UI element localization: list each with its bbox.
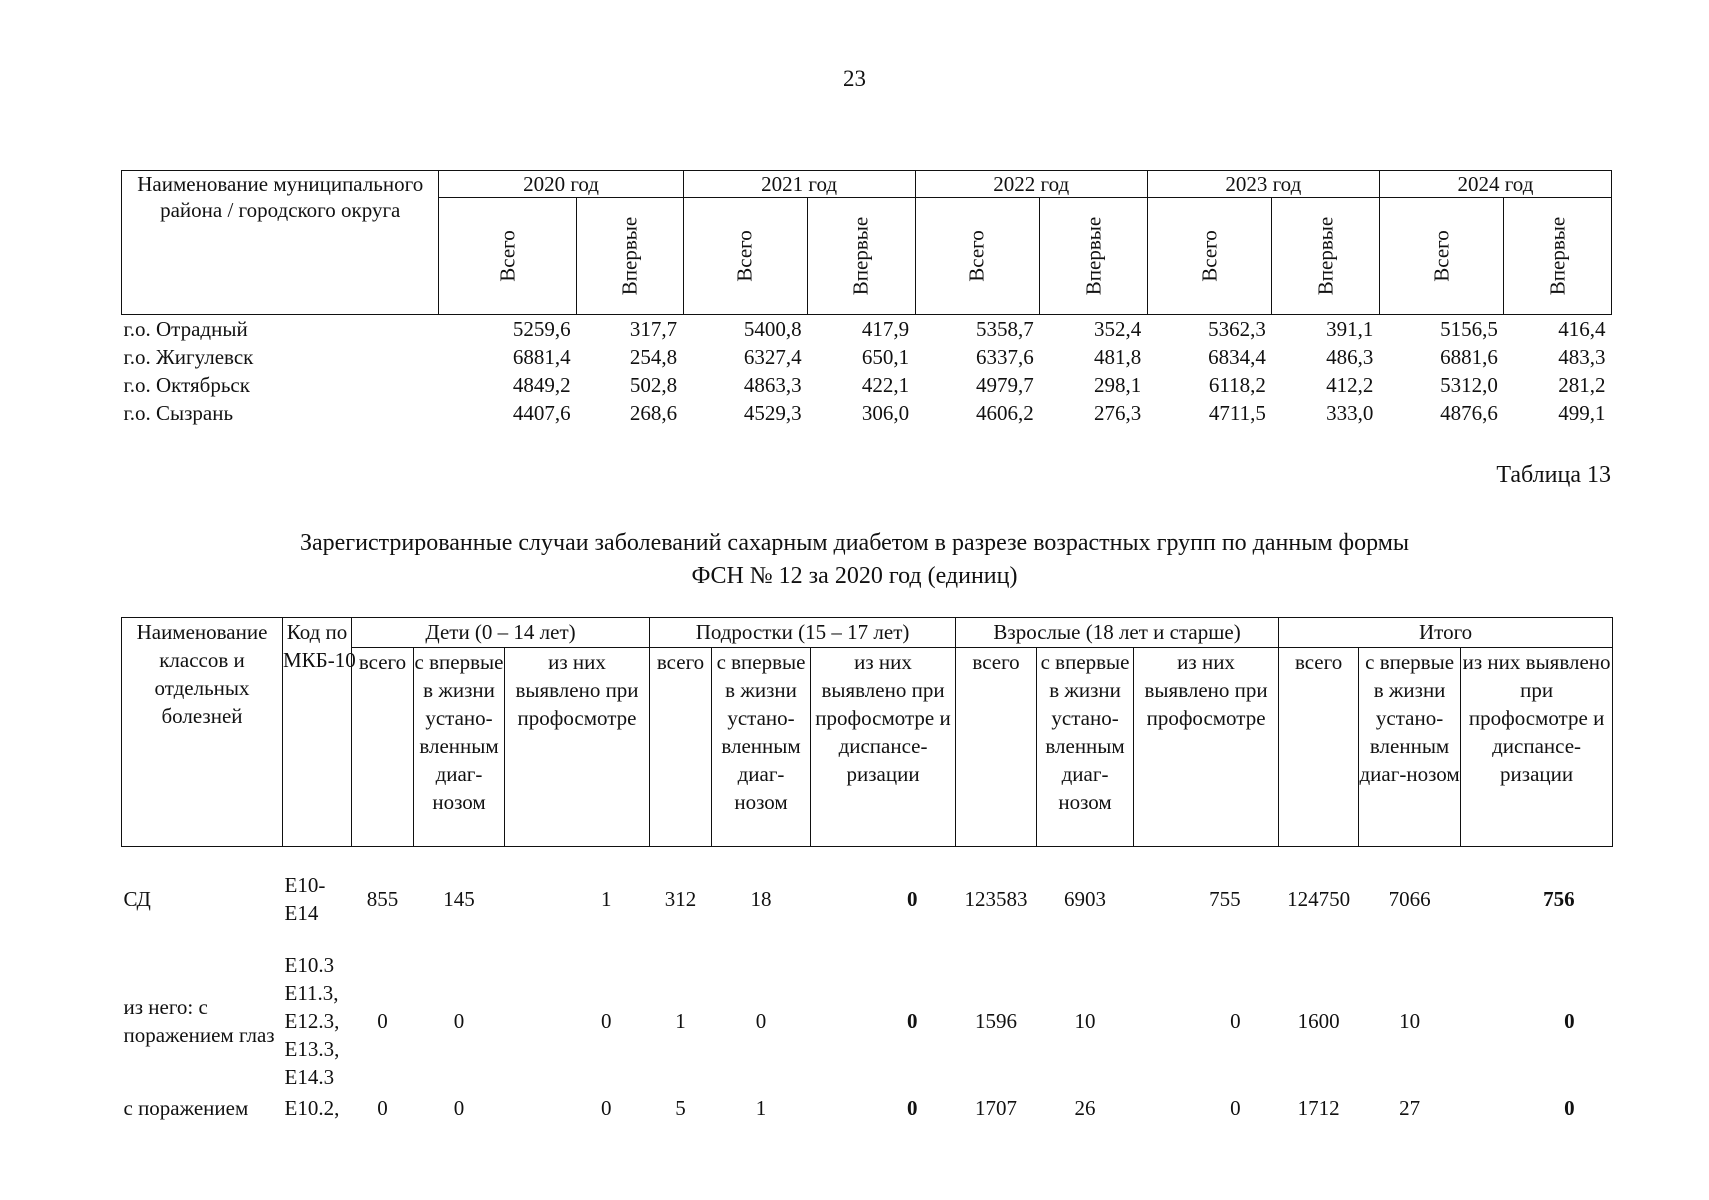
table-cell: 412,2	[1326, 373, 1374, 397]
table-cell: 6118,2	[1208, 373, 1266, 397]
first-time-header: Впервые	[1040, 198, 1148, 315]
total-header: Всего	[915, 198, 1040, 315]
total-header: всего	[650, 648, 712, 847]
age-group-header: Подростки (15 – 17 лет)	[650, 618, 956, 648]
icd-code: E10-E14	[284, 873, 326, 925]
total-header: Всего	[439, 198, 577, 315]
table-cell: 1	[601, 887, 612, 911]
table-row	[122, 399, 1612, 427]
municipality-name: г.о. Октябрьск	[123, 373, 250, 397]
total-header: всего	[956, 648, 1037, 847]
table-cell: 1	[755, 1096, 767, 1120]
table-cell: 6337,6	[976, 345, 1034, 369]
total-header: Всего	[1379, 198, 1504, 315]
table-cell: 5362,3	[1208, 317, 1266, 341]
table-row	[122, 1091, 1613, 1125]
table-cell: 4529,3	[743, 401, 802, 425]
municipality-header: Наименование муниципального района / городского округа	[122, 171, 439, 315]
table-cell: 0	[907, 887, 918, 911]
municipality-name: г.о. Жигулевск	[123, 345, 254, 369]
first-diagnosis-header: с впервые в жизни устано-вленным диаг-нозом	[712, 648, 811, 847]
table-cell: 27	[1399, 1096, 1421, 1120]
table-cell: 276,3	[1094, 401, 1142, 425]
first-time-header: Впервые	[808, 198, 916, 315]
table-cell: 1600	[1297, 1009, 1340, 1033]
table-cell: 0	[907, 1096, 918, 1120]
table-label: Таблица 13	[1496, 462, 1611, 488]
age-group-header: Дети (0 – 14 лет)	[352, 618, 650, 648]
icd-code-header: Код по МКБ-10	[283, 618, 352, 847]
year-header: 2020 год	[439, 171, 683, 198]
icd-code: E10.3 E11.3, E12.3, E13.3, E14.3	[284, 953, 340, 1089]
table-cell: 855	[366, 887, 399, 911]
table-cell: 10	[1399, 1009, 1421, 1033]
municipality-name: г.о. Отрадный	[123, 317, 248, 341]
page-number: 23	[843, 66, 866, 91]
table-cell: 0	[755, 1009, 767, 1033]
table-row	[122, 951, 1613, 1091]
icd-code: E10.2,	[284, 1096, 340, 1120]
table-cell: 483,3	[1558, 345, 1606, 369]
table-cell: 5156,5	[1440, 317, 1498, 341]
table-cell: 4863,3	[743, 373, 802, 397]
table-cell: 0	[907, 1009, 918, 1033]
table-cell: 0	[1564, 1009, 1575, 1033]
table-row	[122, 867, 1613, 931]
table-cell: 123583	[964, 887, 1028, 911]
table-cell: 0	[1230, 1009, 1241, 1033]
table-title	[0, 527, 1709, 593]
table-cell: 1712	[1297, 1096, 1340, 1120]
table-row	[122, 315, 1612, 344]
table-row	[122, 371, 1612, 399]
total-header: всего	[1279, 648, 1359, 847]
year-header: 2022 год	[915, 171, 1147, 198]
table-cell: 1	[675, 1009, 686, 1033]
year-header: 2021 год	[683, 171, 915, 198]
table-cell: 317,7	[629, 317, 678, 341]
first-diagnosis-header: с впервые в жизни устано-вленным диаг-нозом	[1037, 648, 1134, 847]
table-cell: 0	[453, 1009, 465, 1033]
table-cell: 4407,6	[512, 401, 571, 425]
checkup-header: из них выявлено при профосмотре и диспансе-ризации	[811, 648, 956, 847]
table-cell: 391,1	[1326, 317, 1374, 341]
age-group-header: Взрослые (18 лет и старше)	[956, 618, 1279, 648]
table-title-line: Зарегистрированные случаи заболеваний сахарным диабетом в разрезе возрастных групп по данным формы	[299, 530, 1410, 556]
table-cell: 416,4	[1558, 317, 1606, 341]
table-cell: 1707	[975, 1096, 1018, 1120]
table-cell: 268,6	[629, 401, 678, 425]
disease-name: из него: с поражением глаз	[123, 995, 275, 1047]
table-cell: 0	[453, 1096, 465, 1120]
table-cell: 0	[601, 1096, 612, 1120]
table-row	[122, 343, 1612, 371]
disease-class-header: Наименование классов и отдельных болезней	[122, 618, 283, 847]
table-cell: 352,4	[1094, 317, 1142, 341]
table-cell: 0	[1230, 1096, 1241, 1120]
table-cell: 145	[443, 887, 475, 911]
year-header: 2023 год	[1147, 171, 1379, 198]
table-cell: 486,3	[1326, 345, 1374, 369]
table-cell: 5358,7	[976, 317, 1034, 341]
table-cell: 312	[664, 887, 697, 911]
disease-name: с поражением	[123, 1096, 249, 1120]
checkup-header: из них выявлено при профосмотре	[1134, 648, 1279, 847]
table-cell: 4979,7	[976, 373, 1034, 397]
table-cell: 6327,4	[743, 345, 802, 369]
total-header: всего	[352, 648, 414, 847]
table-cell: 650,1	[861, 345, 910, 369]
first-time-header: Впервые	[577, 198, 684, 315]
age-group-header: Итого	[1279, 618, 1613, 648]
table-cell: 4711,5	[1208, 401, 1266, 425]
incidence-table	[121, 170, 1612, 427]
table-cell: 7066	[1388, 887, 1431, 911]
disease-name: СД	[123, 887, 151, 911]
table-cell: 1596	[975, 1009, 1018, 1033]
table-cell: 4849,2	[512, 373, 571, 397]
table-cell: 756	[1543, 887, 1575, 911]
table-title-line: ФСН № 12 за 2020 год (единиц)	[691, 563, 1018, 589]
table-cell: 298,1	[1094, 373, 1142, 397]
table-cell: 0	[601, 1009, 612, 1033]
table-cell: 5	[675, 1096, 686, 1120]
table-cell: 0	[377, 1009, 388, 1033]
table-cell: 254,8	[629, 345, 678, 369]
table-cell: 306,0	[861, 401, 910, 425]
first-time-header: Впервые	[1272, 198, 1380, 315]
table-cell: 6903	[1064, 887, 1107, 911]
table-cell: 481,8	[1094, 345, 1142, 369]
table-cell: 18	[750, 887, 772, 911]
table-cell: 0	[377, 1096, 388, 1120]
table-cell: 422,1	[861, 373, 910, 397]
table-cell: 499,1	[1558, 401, 1606, 425]
table-cell: 417,9	[861, 317, 910, 341]
first-diagnosis-header: с впервые в жизни устано-вленным диаг-нозом	[414, 648, 505, 847]
first-diagnosis-header: с впервые в жизни устано-вленным диаг-нозом	[1359, 648, 1461, 847]
table-cell: 5259,6	[512, 317, 571, 341]
total-header: Всего	[1147, 198, 1272, 315]
first-time-header: Впервые	[1504, 198, 1612, 315]
table-cell: 755	[1209, 887, 1241, 911]
table-cell: 0	[1564, 1096, 1575, 1120]
checkup-header: из них выявлено при профосмотре и диспансе-ризации	[1461, 648, 1613, 847]
table-cell: 281,2	[1558, 373, 1606, 397]
table-cell: 5400,8	[743, 317, 802, 341]
table-cell: 502,8	[629, 373, 678, 397]
table-cell: 26	[1074, 1096, 1096, 1120]
checkup-header: из них выявлено при профосмотре	[505, 648, 650, 847]
table-cell: 5312,0	[1440, 373, 1498, 397]
table-cell: 6834,4	[1208, 345, 1266, 369]
year-header: 2024 год	[1379, 171, 1611, 198]
table-cell: 4876,6	[1440, 401, 1498, 425]
diabetes-table	[121, 617, 1613, 1125]
table-cell: 6881,4	[512, 345, 571, 369]
table-cell: 6881,6	[1440, 345, 1498, 369]
table-cell: 10	[1074, 1009, 1096, 1033]
total-header: Всего	[683, 198, 808, 315]
table-cell: 333,0	[1326, 401, 1374, 425]
table-cell: 124750	[1287, 887, 1351, 911]
table-cell: 4606,2	[976, 401, 1034, 425]
municipality-name: г.о. Сызрань	[123, 401, 234, 425]
